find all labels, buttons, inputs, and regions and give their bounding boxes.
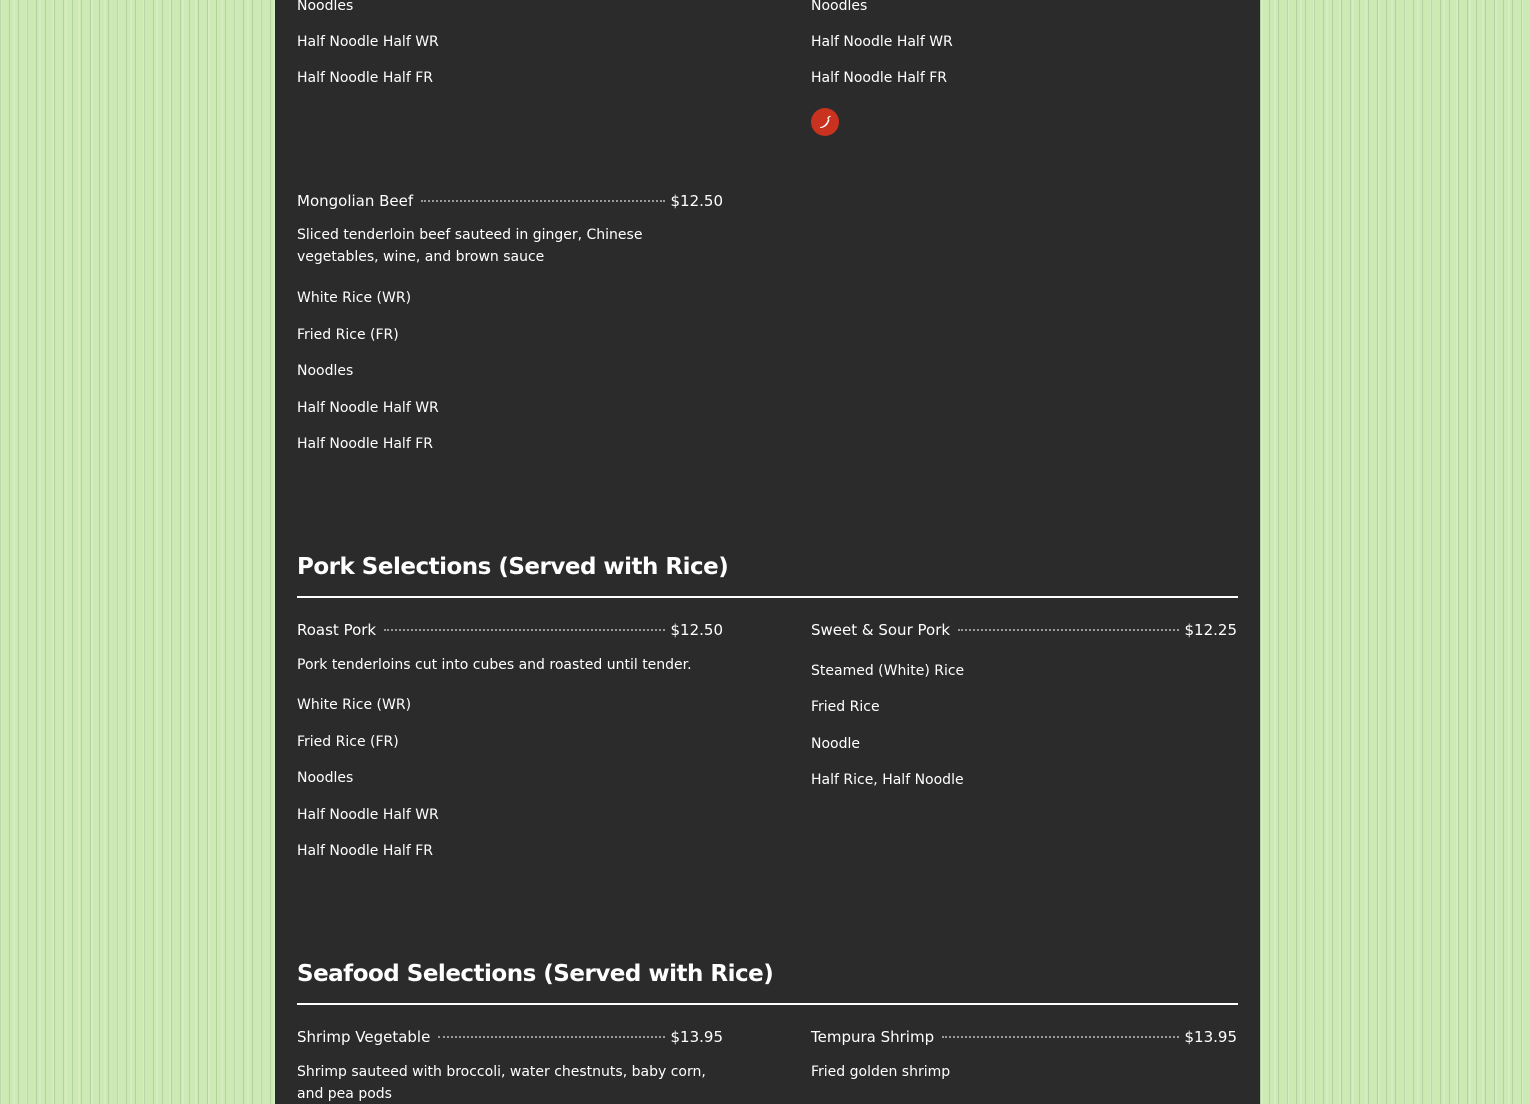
dot-leader	[958, 629, 1178, 631]
menu-option: Half Noodle Half WR	[297, 34, 439, 50]
item-price: $13.95	[670, 1028, 723, 1046]
menu-item-mongolian-beef[interactable]	[297, 191, 723, 211]
menu-option: Noodles	[297, 0, 354, 14]
menu-option: Half Noodle Half WR	[297, 400, 439, 416]
item-name: Roast Pork	[297, 621, 377, 639]
menu-item-shrimp-vegetable[interactable]	[297, 1027, 723, 1047]
menu-option: Noodle	[811, 736, 860, 752]
menu-option: Noodles	[297, 770, 354, 786]
menu-item-roast-pork[interactable]	[297, 620, 723, 640]
item-name: Shrimp Vegetable	[297, 1028, 431, 1046]
menu-option: Half Rice, Half Noodle	[811, 772, 964, 788]
section-title-seafood: Seafood Selections (Served with Rice)	[297, 961, 774, 987]
menu-option: Half Noodle Half FR	[297, 436, 433, 452]
menu-option: Noodles	[811, 0, 868, 14]
menu-option: Fried Rice (FR)	[297, 734, 399, 750]
dot-leader	[942, 1036, 1178, 1038]
menu-item-tempura-shrimp[interactable]	[811, 1027, 1237, 1047]
item-name: Tempura Shrimp	[811, 1028, 935, 1046]
menu-option: Steamed (White) Rice	[811, 663, 965, 679]
menu-option: Half Noodle Half FR	[297, 843, 433, 859]
dot-leader	[384, 629, 664, 631]
dot-leader	[421, 200, 664, 202]
item-description: Sliced tenderloin beef sauteed in ginger, Chinese vegetables, wine, and brown sauce	[297, 227, 643, 265]
chili-pepper-icon	[811, 108, 839, 136]
section-divider	[297, 596, 1238, 598]
item-name: Mongolian Beef	[297, 192, 414, 210]
item-description: Shrimp sauteed with broccoli, water chestnuts, baby corn, and pea pods	[297, 1064, 706, 1102]
menu-option: White Rice (WR)	[297, 290, 412, 306]
menu-option: Half Noodle Half WR	[811, 34, 953, 50]
item-name: Sweet & Sour Pork	[811, 621, 951, 639]
section-divider	[297, 1003, 1238, 1005]
item-price: $12.25	[1184, 621, 1237, 639]
menu-option: Noodles	[297, 363, 354, 379]
item-description: Pork tenderloins cut into cubes and roasted until tender.	[297, 657, 692, 673]
menu-panel	[275, 0, 1260, 1104]
item-description: Fried golden shrimp	[811, 1064, 951, 1080]
item-price: $13.95	[1184, 1028, 1237, 1046]
item-price: $12.50	[670, 621, 723, 639]
menu-option: White Rice (WR)	[297, 697, 412, 713]
menu-option: Half Noodle Half WR	[297, 807, 439, 823]
menu-option: Fried Rice	[811, 699, 880, 715]
item-price: $12.50	[670, 192, 723, 210]
menu-option: Fried Rice (FR)	[297, 327, 399, 343]
menu-item-sweet-sour-pork[interactable]	[811, 620, 1237, 640]
section-title-pork: Pork Selections (Served with Rice)	[297, 554, 729, 580]
menu-option: Half Noodle Half FR	[297, 70, 433, 86]
menu-option: Half Noodle Half FR	[811, 70, 947, 86]
dot-leader	[438, 1036, 664, 1038]
